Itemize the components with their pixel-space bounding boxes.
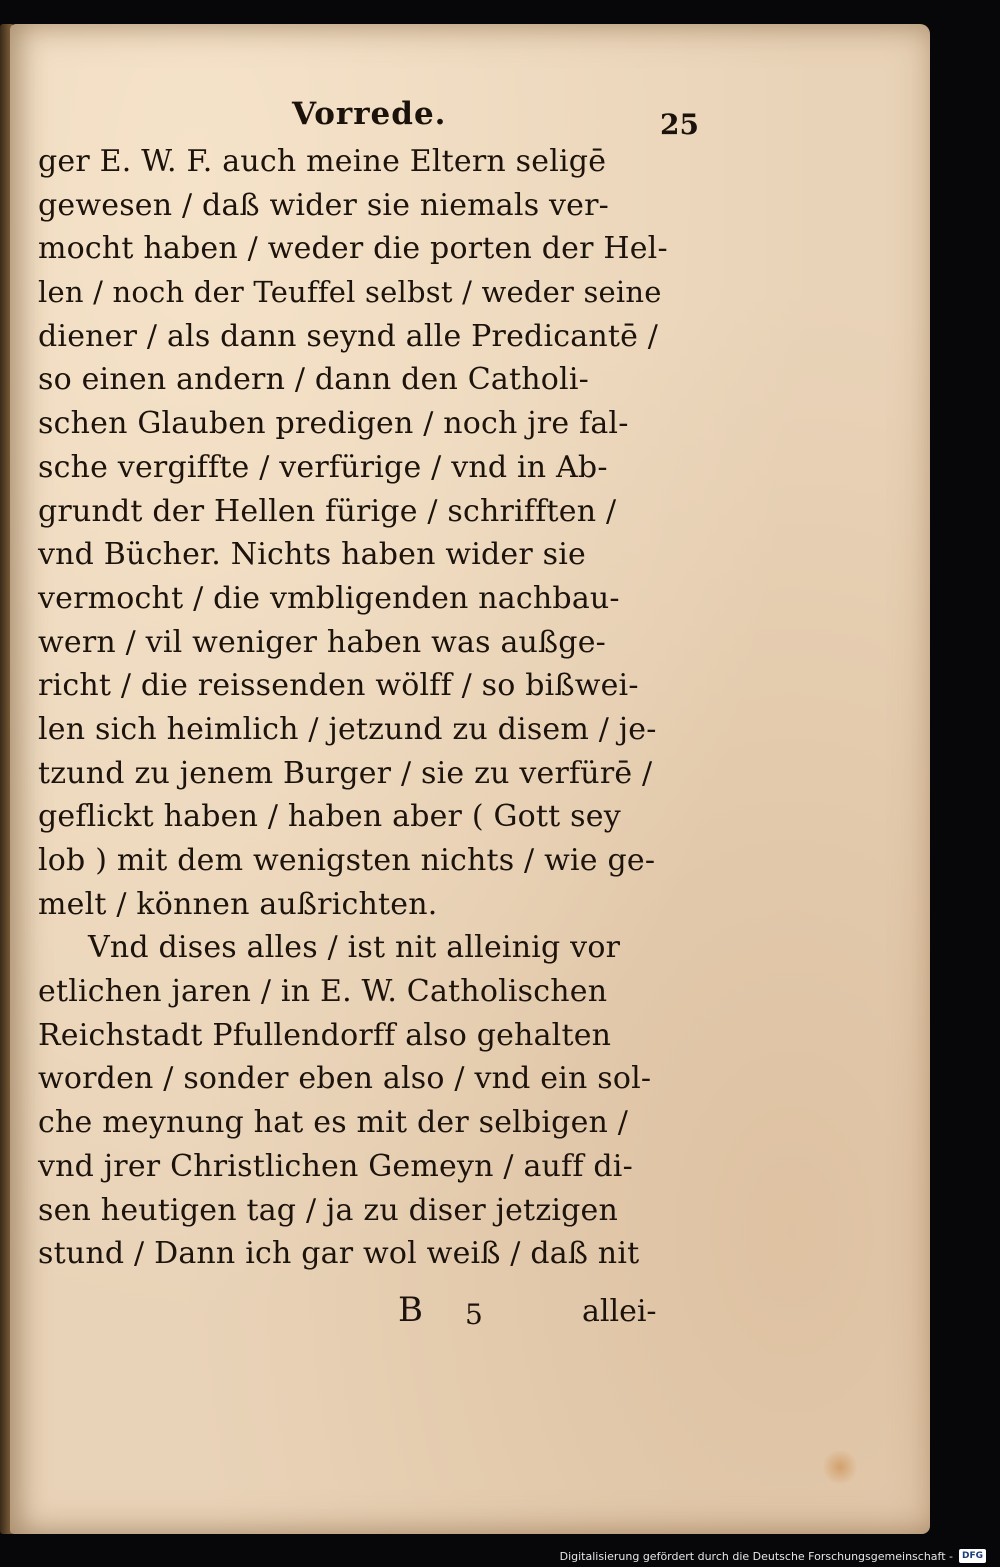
text-line: melt / können außrichten. (38, 886, 438, 922)
text-line: grundt der Hellen fürige / schrifften / (38, 493, 617, 529)
text-line: worden / sonder eben also / vnd ein sol- (38, 1061, 652, 1097)
signature-number: 5 (465, 1298, 483, 1331)
text-line: wern / vil weniger haben was außge- (38, 624, 606, 660)
running-head: Vorrede. (292, 96, 447, 132)
text-line: ger E. W. F. auch meine Eltern seligē (38, 144, 607, 179)
text-line: mocht haben / weder die porten der Hel- (38, 231, 668, 267)
text-line: Reichstadt Pfullendorff also gehalten (38, 1017, 612, 1053)
text-line: sen heutigen tag / ja zu diser jetzigen (38, 1192, 618, 1228)
text-line: tzund zu jenem Burger / sie zu verfürē / (38, 755, 653, 791)
text-line: vnd Bücher. Nichts haben wider sie (38, 537, 587, 573)
text-line: che meynung hat es mit der selbigen / (38, 1105, 629, 1141)
page-number: 25 (660, 108, 699, 141)
text-line: Vnd dises alles / ist nit alleinig vor (88, 930, 621, 966)
footer-credit (560, 1547, 986, 1565)
text-line: geflickt haben / haben aber ( Gott sey (38, 799, 621, 835)
footer-credit-text: Digitalisierung gefördert durch die Deutsche Forschungsgemeinschaft - (559, 1549, 953, 1563)
text-line: richt / die reissenden wölff / so bißwei- (38, 668, 639, 704)
text-line: len / noch der Teuffel selbst / weder seine (38, 275, 662, 310)
text-line: etlichen jaren / in E. W. Catholischen (38, 974, 608, 1010)
text-line: schen Glauben predigen / noch jre fal- (38, 406, 629, 442)
text-line: sche vergiffte / verfürige / vnd in Ab- (38, 449, 608, 485)
text-line: gewesen / daß wider sie niemals ver- (38, 187, 610, 223)
text-line: stund / Dann ich gar wol weiß / daß nit (38, 1236, 640, 1272)
text-line: len sich heimlich / jetzund zu disem / je- (38, 711, 657, 747)
text-line: so einen andern / dann den Catholi- (38, 362, 589, 398)
signature-mark: B (398, 1290, 423, 1330)
catchword: allei- (582, 1294, 657, 1329)
text-line: vermocht / die vmbligenden nachbau- (38, 580, 620, 616)
page-stain (822, 1449, 858, 1485)
text-line: vnd jrer Christlichen Gemeyn / auff di- (38, 1148, 633, 1184)
body-text (38, 140, 668, 1276)
text-line: lob ) mit dem wenigsten nichts / wie ge- (38, 843, 656, 878)
dfg-logo-icon: DFG (959, 1549, 986, 1563)
text-line: diener / als dann seynd alle Predicantē / (38, 318, 659, 354)
